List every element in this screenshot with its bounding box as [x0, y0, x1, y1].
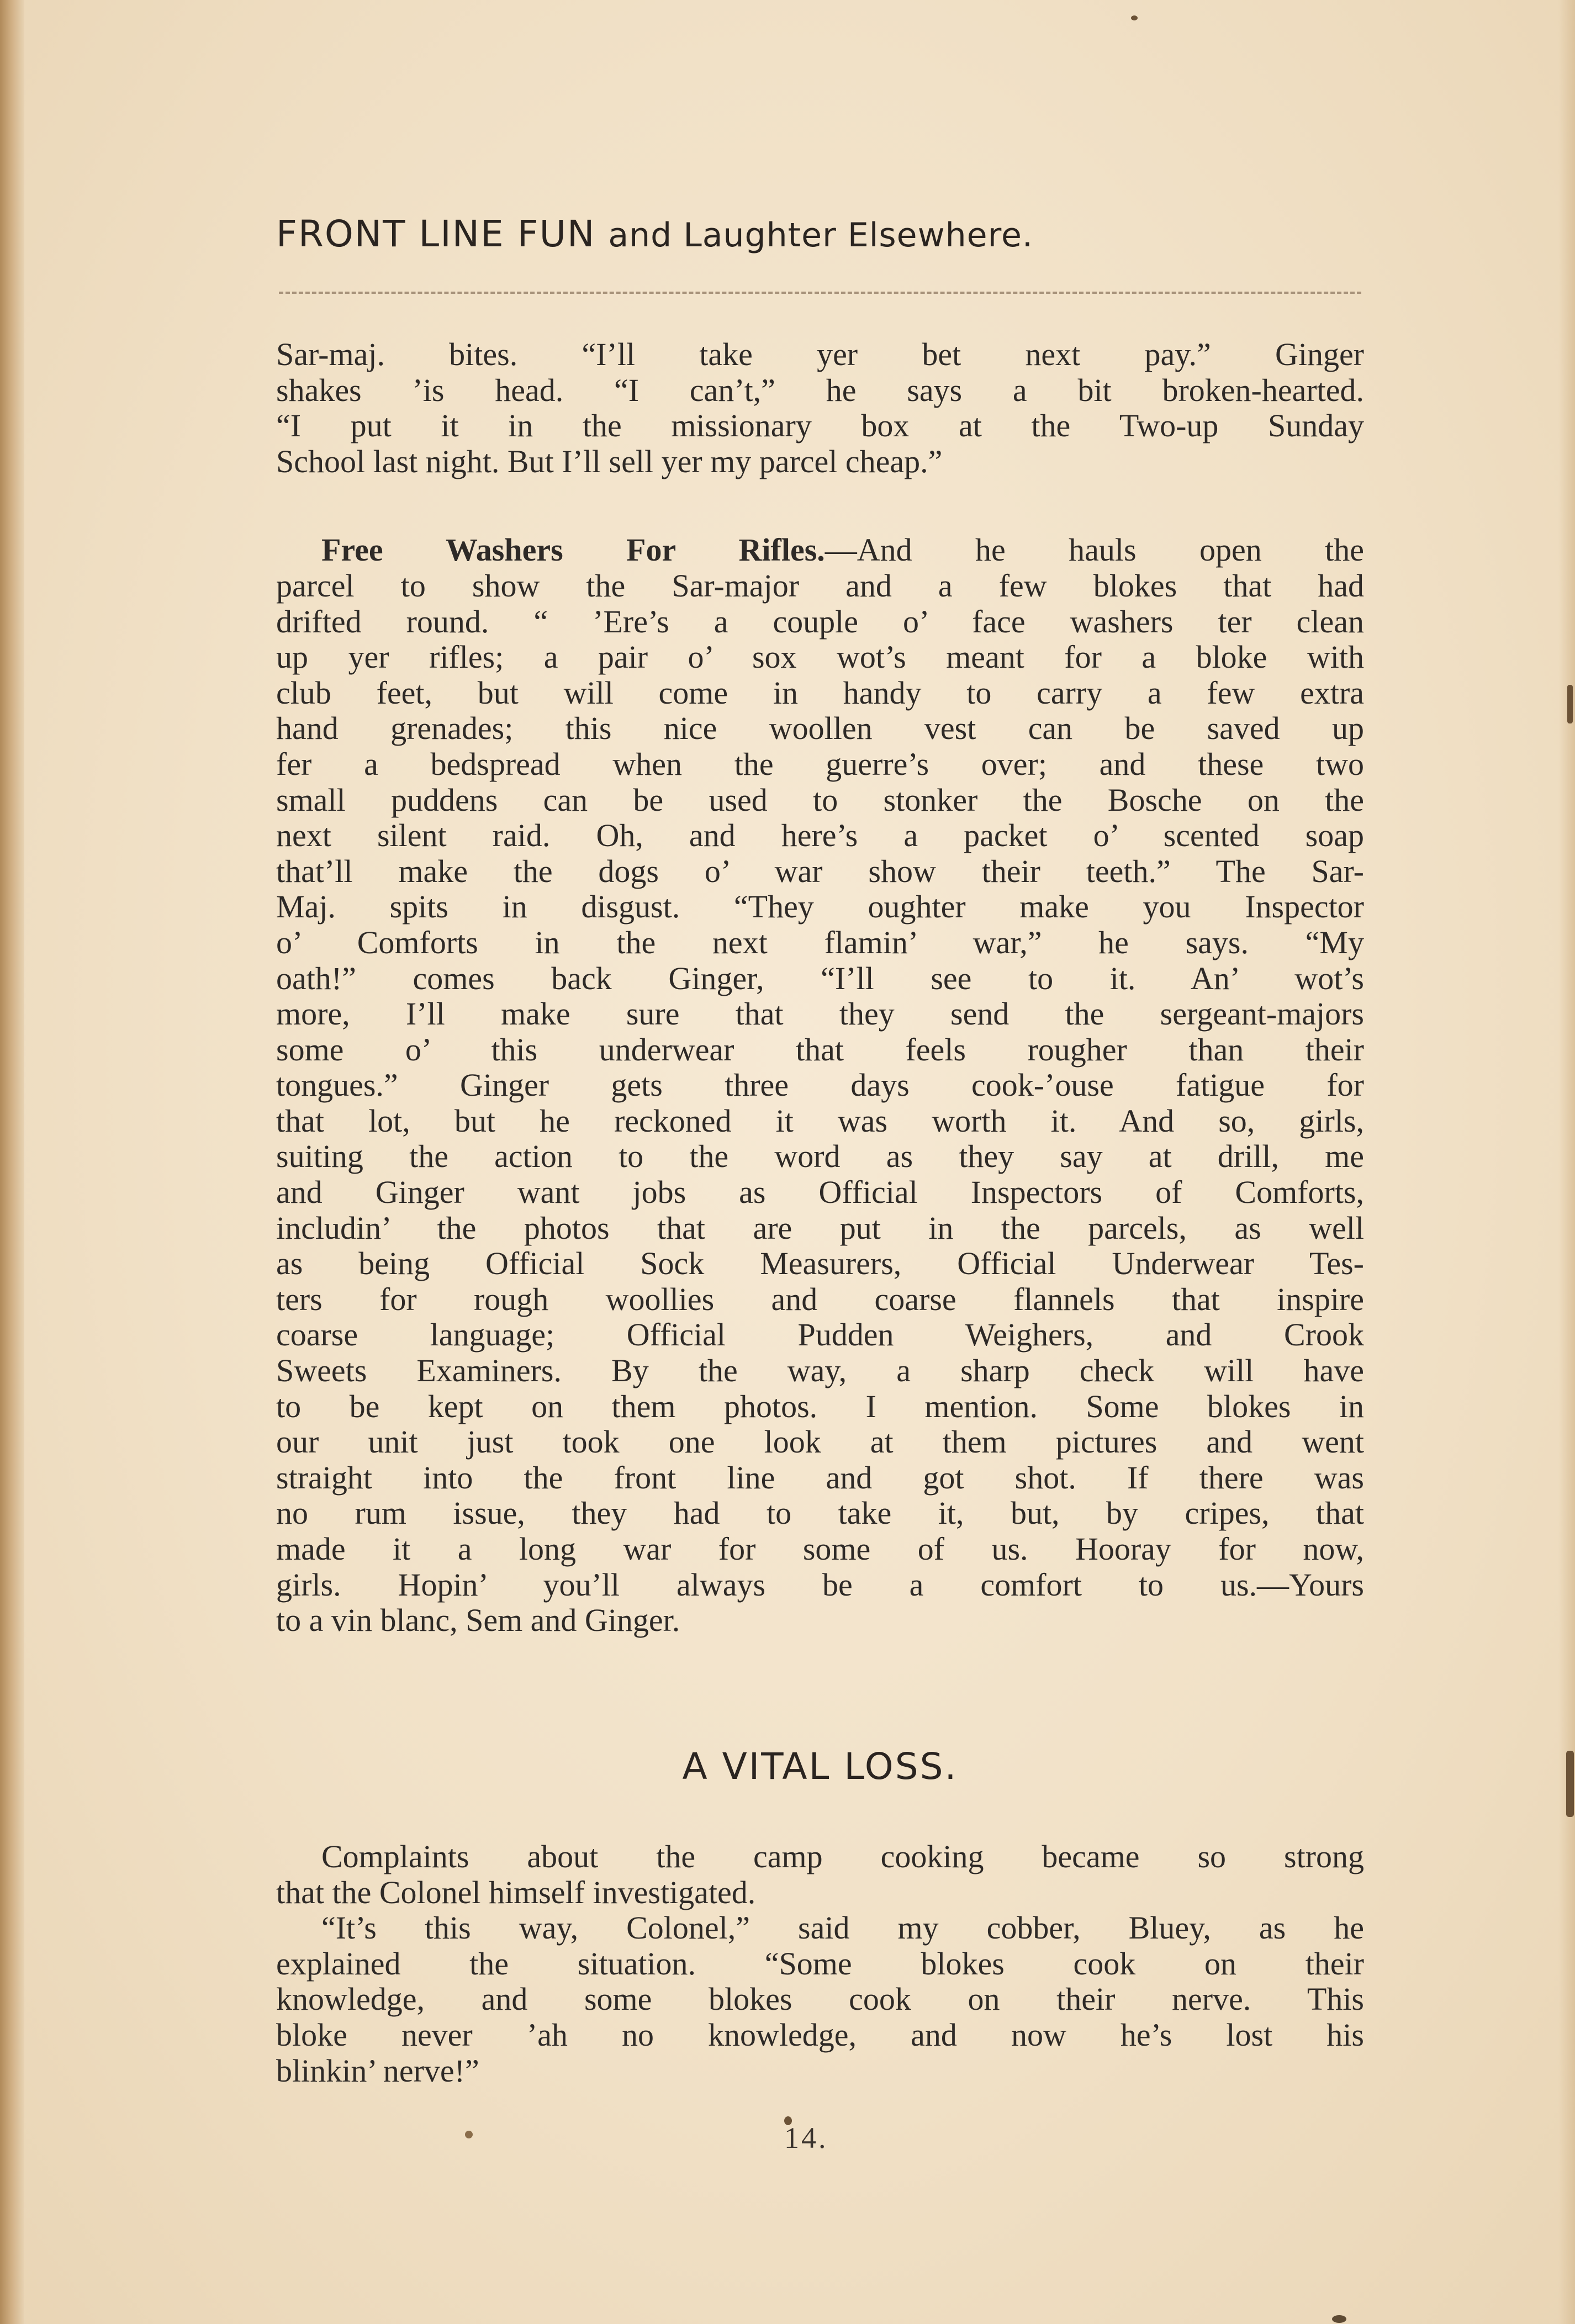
text-line: School last night. But I’ll sell yer my parcel cheap.”	[276, 443, 943, 479]
text-line: next silent raid. Oh, and here’s a packet o’ scented soap	[276, 817, 1364, 854]
page-edge-shadow	[1558, 0, 1575, 2324]
text-line: Maj. spits in disgust. “They oughter make you Inspector	[276, 889, 1364, 925]
text-line: small puddens can be used to stonker the Bosche on the	[276, 781, 1364, 818]
header-title-main: FRONT LINE FUN	[276, 213, 596, 255]
text-line: to a vin blanc, Sem and Ginger.	[276, 1602, 680, 1639]
text-line	[276, 532, 1364, 568]
paragraph-lead-rest: —And he hauls open the	[825, 532, 1364, 568]
text-line: that lot, but he reckoned it was worth it. And so, girls,	[276, 1102, 1364, 1139]
text-line: drifted round. “ ’Ere’s a couple o’ face washers ter clean	[276, 603, 1364, 640]
section-text	[276, 1839, 1364, 2089]
section-title: A VITAL LOSS.	[682, 1745, 958, 1788]
text-line: oath!” comes back Ginger, “I’ll see to it. An’ wot’s	[276, 960, 1364, 996]
text-line: hand grenades; this nice woollen vest can be saved up	[276, 710, 1364, 747]
text-line: no rum issue, they had to take it, but, by cripes, that	[276, 1495, 1364, 1531]
paragraph-lead: Free Washers For Rifles.	[321, 532, 825, 568]
text-line: girls. Hopin’ you’ll always be a comfort to us.—Yours	[276, 1566, 1364, 1603]
text-line: up yer rifles; a pair o’ sox wot’s meant for a bloke with	[276, 639, 1364, 675]
text-line: that’ll make the dogs o’ war show their teeth.” The Sar-	[276, 853, 1364, 889]
ink-speck	[1566, 1751, 1574, 1817]
running-header	[276, 213, 1370, 255]
header-title-sub: and Laughter Elsewhere.	[608, 216, 1033, 255]
text-line: our unit just took one look at them pictures and went	[276, 1424, 1364, 1460]
text-line: includin’ the photos that are put in the parcels, as well	[276, 1209, 1364, 1246]
text-line: club feet, but will come in handy to carry a few extra	[276, 674, 1364, 711]
text-line: to be kept on them photos. I mention. Some blokes in	[276, 1388, 1364, 1424]
text-line: straight into the front line and got shot. If there was	[276, 1459, 1364, 1496]
text-line: more, I’ll make sure that they send the sergeant-majors	[276, 996, 1364, 1032]
text-line: blinkin’ nerve!”	[276, 2052, 479, 2089]
text-line: “It’s this way, Colonel,” said my cobber, Bluey, as he	[321, 1910, 1364, 1946]
ink-speck	[1131, 15, 1138, 20]
text-line: fer a bedspread when the guerre’s over; and these two	[276, 746, 1364, 782]
text-line: parcel to show the Sar-major and a few blokes that had	[276, 567, 1364, 604]
ink-speck	[465, 2131, 473, 2138]
page-spine-shadow	[0, 0, 24, 2324]
text-line: o’ Comforts in the next flamin’ war,” he says. “My	[276, 924, 1364, 960]
text-line: coarse language; Official Pudden Weighers, and Crook	[276, 1317, 1364, 1353]
text-line: explained the situation. “Some blokes cook on their	[276, 1945, 1364, 1982]
ink-speck	[1567, 685, 1573, 723]
text-line: knowledge, and some blokes cook on their nerve. This	[276, 1981, 1364, 2017]
text-line: shakes ’is head. “I can’t,” he says a bit broken-hearted.	[276, 372, 1364, 408]
text-line: some o’ this underwear that feels rougher than their	[276, 1031, 1364, 1068]
text-line: Sweets Examiners. By the way, a sharp check will have	[276, 1353, 1364, 1389]
text-line: that the Colonel himself investigated.	[276, 1874, 756, 1910]
text-line: as being Official Sock Measurers, Official Underwear Tes-	[276, 1245, 1364, 1282]
text-line: bloke never ’ah no knowledge, and now he’s lost his	[276, 2016, 1364, 2053]
text-line: Sar-maj. bites. “I’ll take yer bet next pay.” Ginger	[276, 336, 1364, 372]
page-number: 14.	[784, 2121, 828, 2154]
text-line: made it a long war for some of us. Hooray for now,	[276, 1531, 1364, 1567]
text-line: “I put it in the missionary box at the Two-up Sunday	[276, 408, 1364, 444]
text-line: tongues.” Ginger gets three days cook-’ouse fatigue for	[276, 1067, 1364, 1103]
ink-speck	[1332, 2315, 1346, 2323]
text-line: and Ginger want jobs as Official Inspectors of Comforts,	[276, 1174, 1364, 1211]
main-text	[276, 337, 1364, 1639]
text-line: ters for rough woollies and coarse flannels that inspire	[276, 1281, 1364, 1317]
header-rule	[279, 292, 1361, 294]
paragraph-gap	[276, 479, 1364, 532]
text-line: suiting the action to the word as they say at drill, me	[276, 1138, 1364, 1175]
text-line: Complaints about the camp cooking became so strong	[321, 1839, 1364, 1874]
